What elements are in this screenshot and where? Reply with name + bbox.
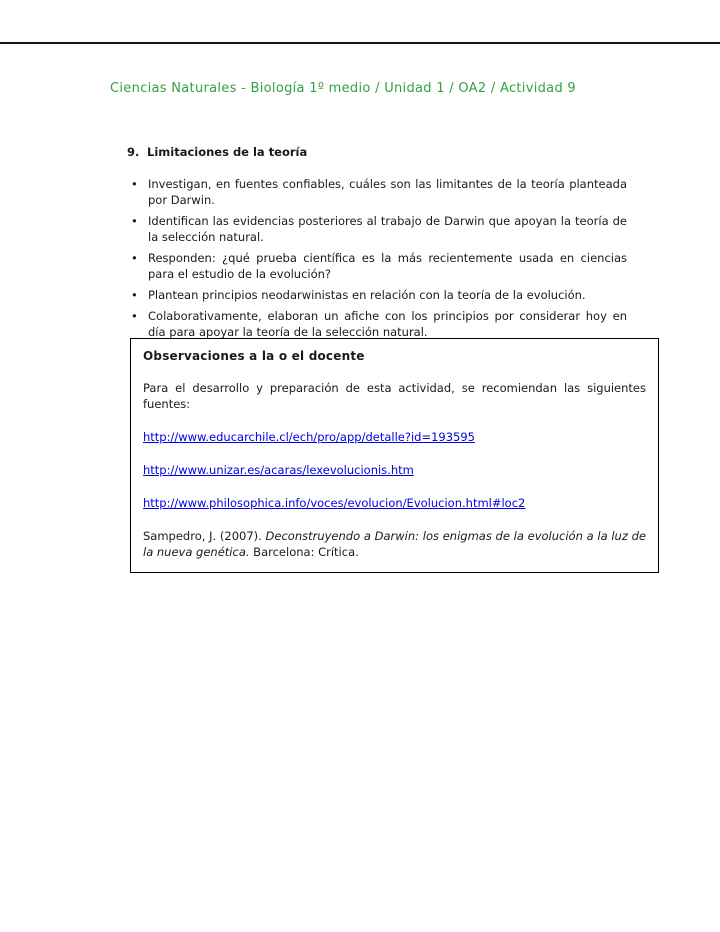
reference-author: Sampedro, J. (2007). — [143, 529, 266, 543]
teacher-observations-box — [130, 338, 659, 573]
activity-bullet — [127, 250, 627, 282]
activity-bullet — [127, 176, 627, 208]
observations-intro: Para el desarrollo y preparación de esta actividad, se recomiendan las siguientes fuentes: — [143, 381, 646, 411]
reference-publisher: Barcelona: Crítica. — [249, 545, 359, 559]
activity-bullet — [127, 287, 627, 303]
observations-title: Observaciones a la o el docente — [143, 349, 365, 363]
breadcrumb: Ciencias Naturales - Biología 1º medio / Unidad 1 / OA2 / Actividad 9 — [110, 81, 576, 96]
resource-link-row — [143, 429, 646, 445]
resource-link-educarchile[interactable]: http://www.educarchile.cl/ech/pro/app/detalle?id=193595 — [143, 430, 475, 444]
activity-section — [127, 144, 627, 345]
bullet-text: Investigan, en fuentes confiables, cuáles son las limitantes de la teoría planteada por Darwin. — [148, 177, 627, 207]
scan-edge-line — [0, 42, 720, 44]
activity-bullet-list — [127, 176, 627, 340]
bullet-text: Identifican las evidencias posteriores al trabajo de Darwin que apoyan la teoría de la selección natural. — [148, 214, 627, 244]
resource-link-row — [143, 462, 646, 478]
activity-heading — [127, 144, 627, 160]
resource-link-row — [143, 495, 646, 511]
bullet-text: Responden: ¿qué prueba científica es la más recientemente usada en ciencias para el estudio de la evolución? — [148, 251, 627, 281]
activity-title: Limitaciones de la teoría — [147, 145, 308, 159]
bullet-text: Colaborativamente, elaboran un afiche con los principios por considerar hoy en día para apoyar la teoría de la selección natural. — [148, 309, 627, 339]
reference-title: Deconstruyendo a Darwin: los enigmas de la evolución a la luz de la nueva genética. — [143, 529, 646, 559]
resource-link-unizar[interactable]: http://www.unizar.es/acaras/lexevolucionis.htm — [143, 463, 414, 477]
activity-bullet — [127, 213, 627, 245]
bullet-text: Plantean principios neodarwinistas en relación con la teoría de la evolución. — [148, 288, 586, 302]
activity-bullet — [127, 308, 627, 340]
resource-link-philosophica[interactable]: http://www.philosophica.info/voces/evolucion/Evolucion.html#loc2 — [143, 496, 526, 510]
bibliographic-reference — [143, 528, 646, 560]
activity-number: 9. — [127, 145, 140, 159]
